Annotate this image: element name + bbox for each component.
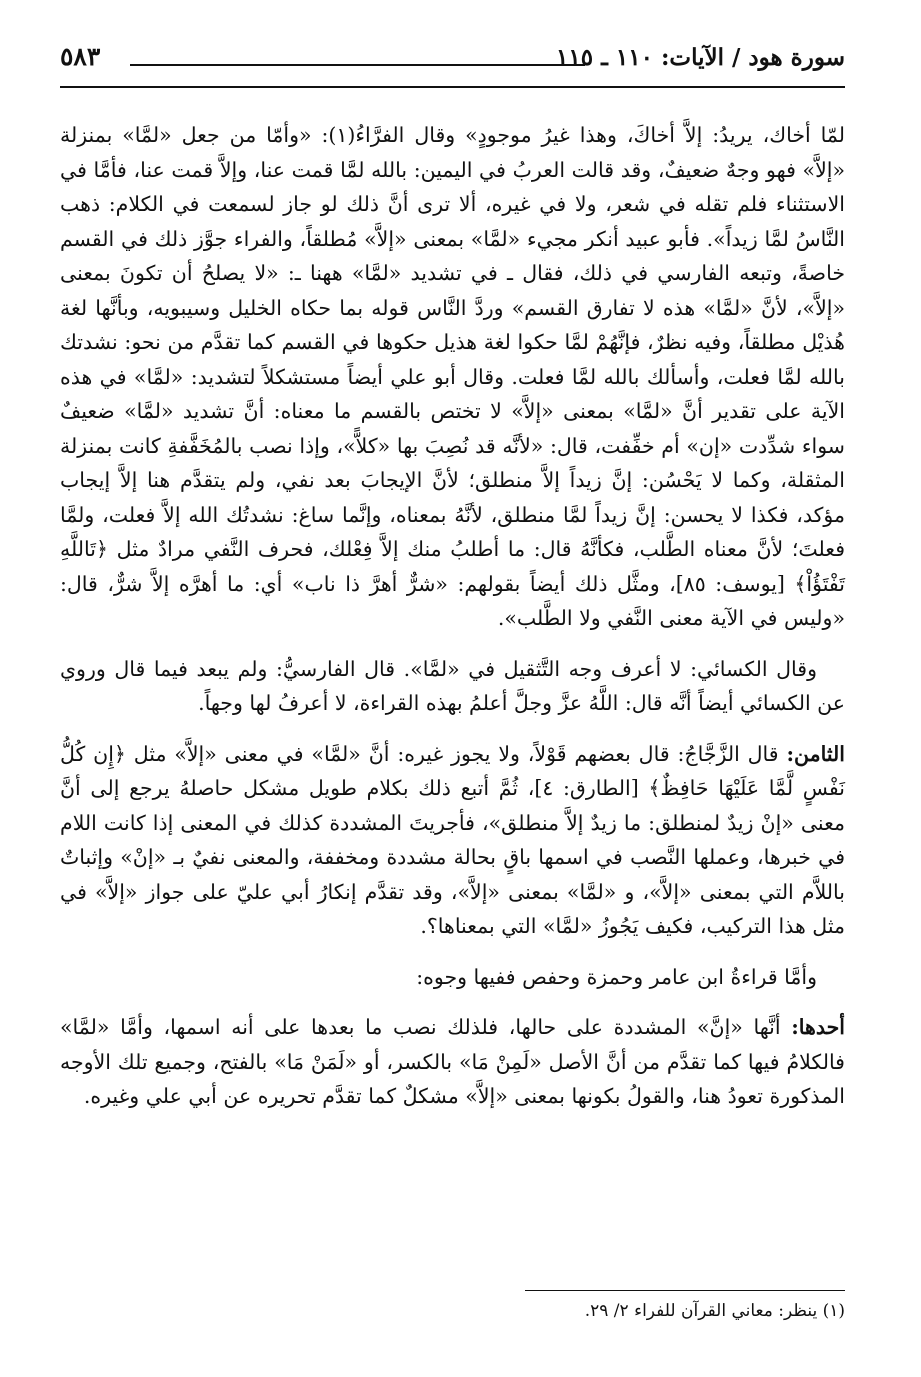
paragraph-text: وأمَّا قراءةُ ابن عامر وحمزة وحفص ففيها وجوه: bbox=[416, 964, 817, 989]
paragraph-3 bbox=[60, 737, 845, 944]
footnotes bbox=[60, 1290, 845, 1321]
paragraph-2 bbox=[60, 652, 845, 721]
paragraph-text: لمّا أخاك، يريدُ: إلاَّ أخاكَ، وهذا غيرُ موجودٍ» وقال الفرَّاءُ(١): «وأمّا من جعل «لمَّا» بمنزلة «إلاَّ» فهو وجهٌ ضعيفٌ، وقد قالت العربُ في اليمين: بالله لمَّا قمت عنا، وإلاَّ قمت عنا، فأمَّا في الاستثناء فلم تقله في شعر، ولا في غيره، ألا ترى أنَّ ذلك لو جاز لسمعت في الكلام: ذهب النَّاسُ لمَّا زيداً». فأبو عبيد أنكر مجيء «لمَّا» بمعنى «إلاَّ» مُطلقاً، والفراء جوَّز ذلك في القسم خاصةً، وتبعه الفارسي في ذلك، فقال ـ في تشديد «لمَّا» ههنا ـ: «لا يصلحُ أن تكونَ بمعنى «إلاَّ»، لأنَّ «لمَّا» هذه لا تفارق القسم» وردَّ النَّاس قوله بما حكاه الخليل وسيبويه، وبأنَّها لغة هُذيْل مطلقاً، وفيه نظرٌ، فإنَّهُمْ لمَّا حكوا لغة هذيل حكوها في القسم كما تقدَّم من نحو: نشدتك بالله لمَّا فعلت، وأسألك بالله لمَّا فعلت. وقال أبو علي أيضاً مستشكلاً لتشديد: «لمَّا» في هذه الآية على تقدير أنَّ «لمَّا» بمعنى «إلاَّ» لا تختص بالقسم ما معناه: أنَّ تشديد «لمَّا» ضعيفٌ سواء شدِّدت «إن» أم خفِّفت، قال: «لأنَّه قد نُصِبَ بها «كلاًّ»، وإذا نصب بالمُخَفَّفةِ كانت بمنزلة المثقلة، وكما لا يَحْسُن: إنَّ زيداً إلاَّ منطلق؛ لأنَّ الإيجابَ بعد نفي، ولم يتقدَّم هنا إلاَّ إيجاب مؤكد، فكذا لا يحسن: إنَّ زيداً لمَّا منطلق، لأنَّهُ بمعناه، وإنَّما ساغ: نشدتُك الله إلاَّ فعلت، ولمَّا فعلتَ؛ لأنَّ معناه الطَّلب، فكأنَّهُ قال: ما أطلبُ منك إلاَّ فِعْلك، فحرف النَّفي مرادٌ مثل ﴿تَاللَّهِ تَفْتَؤُاْ﴾ [يوسف: ٨٥]، ومثَّل ذلك أيضاً بقولهم: «شرٌّ أهرَّ ذا ناب» أي: ما أهرَّه إلاَّ شرٌّ، قال: «وليس في الآية معنى النَّفي ولا الطَّلب». bbox=[60, 123, 845, 630]
paragraph-4 bbox=[60, 960, 845, 995]
page-header bbox=[60, 30, 845, 88]
book-page bbox=[60, 30, 845, 1130]
paragraph-5 bbox=[60, 1010, 845, 1114]
page-number: ٥٨٣ bbox=[60, 42, 110, 71]
paragraph-text: أنَّها «إنَّ» المشددة على حالها، فلذلك نصب ما بعدها على أنه اسمها، وأمَّا «لمَّا» فالكلامُ فيها كما تقدَّم من أنَّ الأصل «لَمِنْ مَا» بالكسر، أو «لَمَنْ مَا» بالفتح، وجميع تلك الأوجه المذكورة تعودُ هنا، والقولُ بكونها بمعنى «إلاَّ» مشكلٌ كما تقدَّم تحريره عن أبي علي وغيره. bbox=[60, 1015, 845, 1108]
paragraph-1 bbox=[60, 118, 845, 636]
body-text bbox=[60, 118, 845, 1114]
header-rule bbox=[130, 64, 585, 66]
footnote-rule bbox=[525, 1290, 845, 1291]
footnote-1: (١) ينظر: معاني القرآن للفراء ٢/ ٢٩. bbox=[584, 1301, 845, 1321]
paragraph-lead: أحدها: bbox=[791, 1015, 845, 1039]
running-title: سورة هود / الآيات: ١١٠ ـ ١١٥ bbox=[546, 44, 845, 71]
paragraph-lead: الثامن: bbox=[786, 741, 845, 766]
paragraph-text: وقال الكسائي: لا أعرف وجه التَّثقيل في «لمَّا». قال الفارسيُّ: ولم يبعد فيما قال وروي عن الكسائي أيضاً أنَّه قال: اللَّهُ عزَّ وجلَّ أعلمُ بهذه القراءة، لا أعرفُ لها وجهاً. bbox=[60, 656, 845, 715]
paragraph-text: قال الزَّجَّاجُ: قال بعضهم قَوْلاً، ولا يجوز غيره: أنَّ «لمَّا» في معنى «إلاَّ» مثل ﴿إِن كُلُّ نَفْسٍ لَّمَّا عَلَيْهَا حَافِظٌ﴾ [الطارق: ٤]، ثُمَّ أتبع ذلك بكلام طويل مشكل حاصلهُ يرجع إلى أنَّ معنى «إنْ زيدٌ لمنطلق: ما زيدٌ إلاَّ منطلق»، فأجريتَ المشددة كذلك في المعنى إذا كانت اللام في خبرها، وعملها النَّصب في اسمها باقٍ بحالة مشددة ومخففة، والمعنى نفيٌ بـ «إنْ» وإثباتٌ باللاَّم التي بمعنى «إلاَّ»، و «لمَّا» بمعنى «إلاَّ»، وقد تقدَّم إنكارُ أبي عليّ على جواز «إلاَّ» في مثل هذا التركيب، فكيف يَجُوزُ «لمَّا» التي بمعناها؟. bbox=[60, 741, 845, 938]
